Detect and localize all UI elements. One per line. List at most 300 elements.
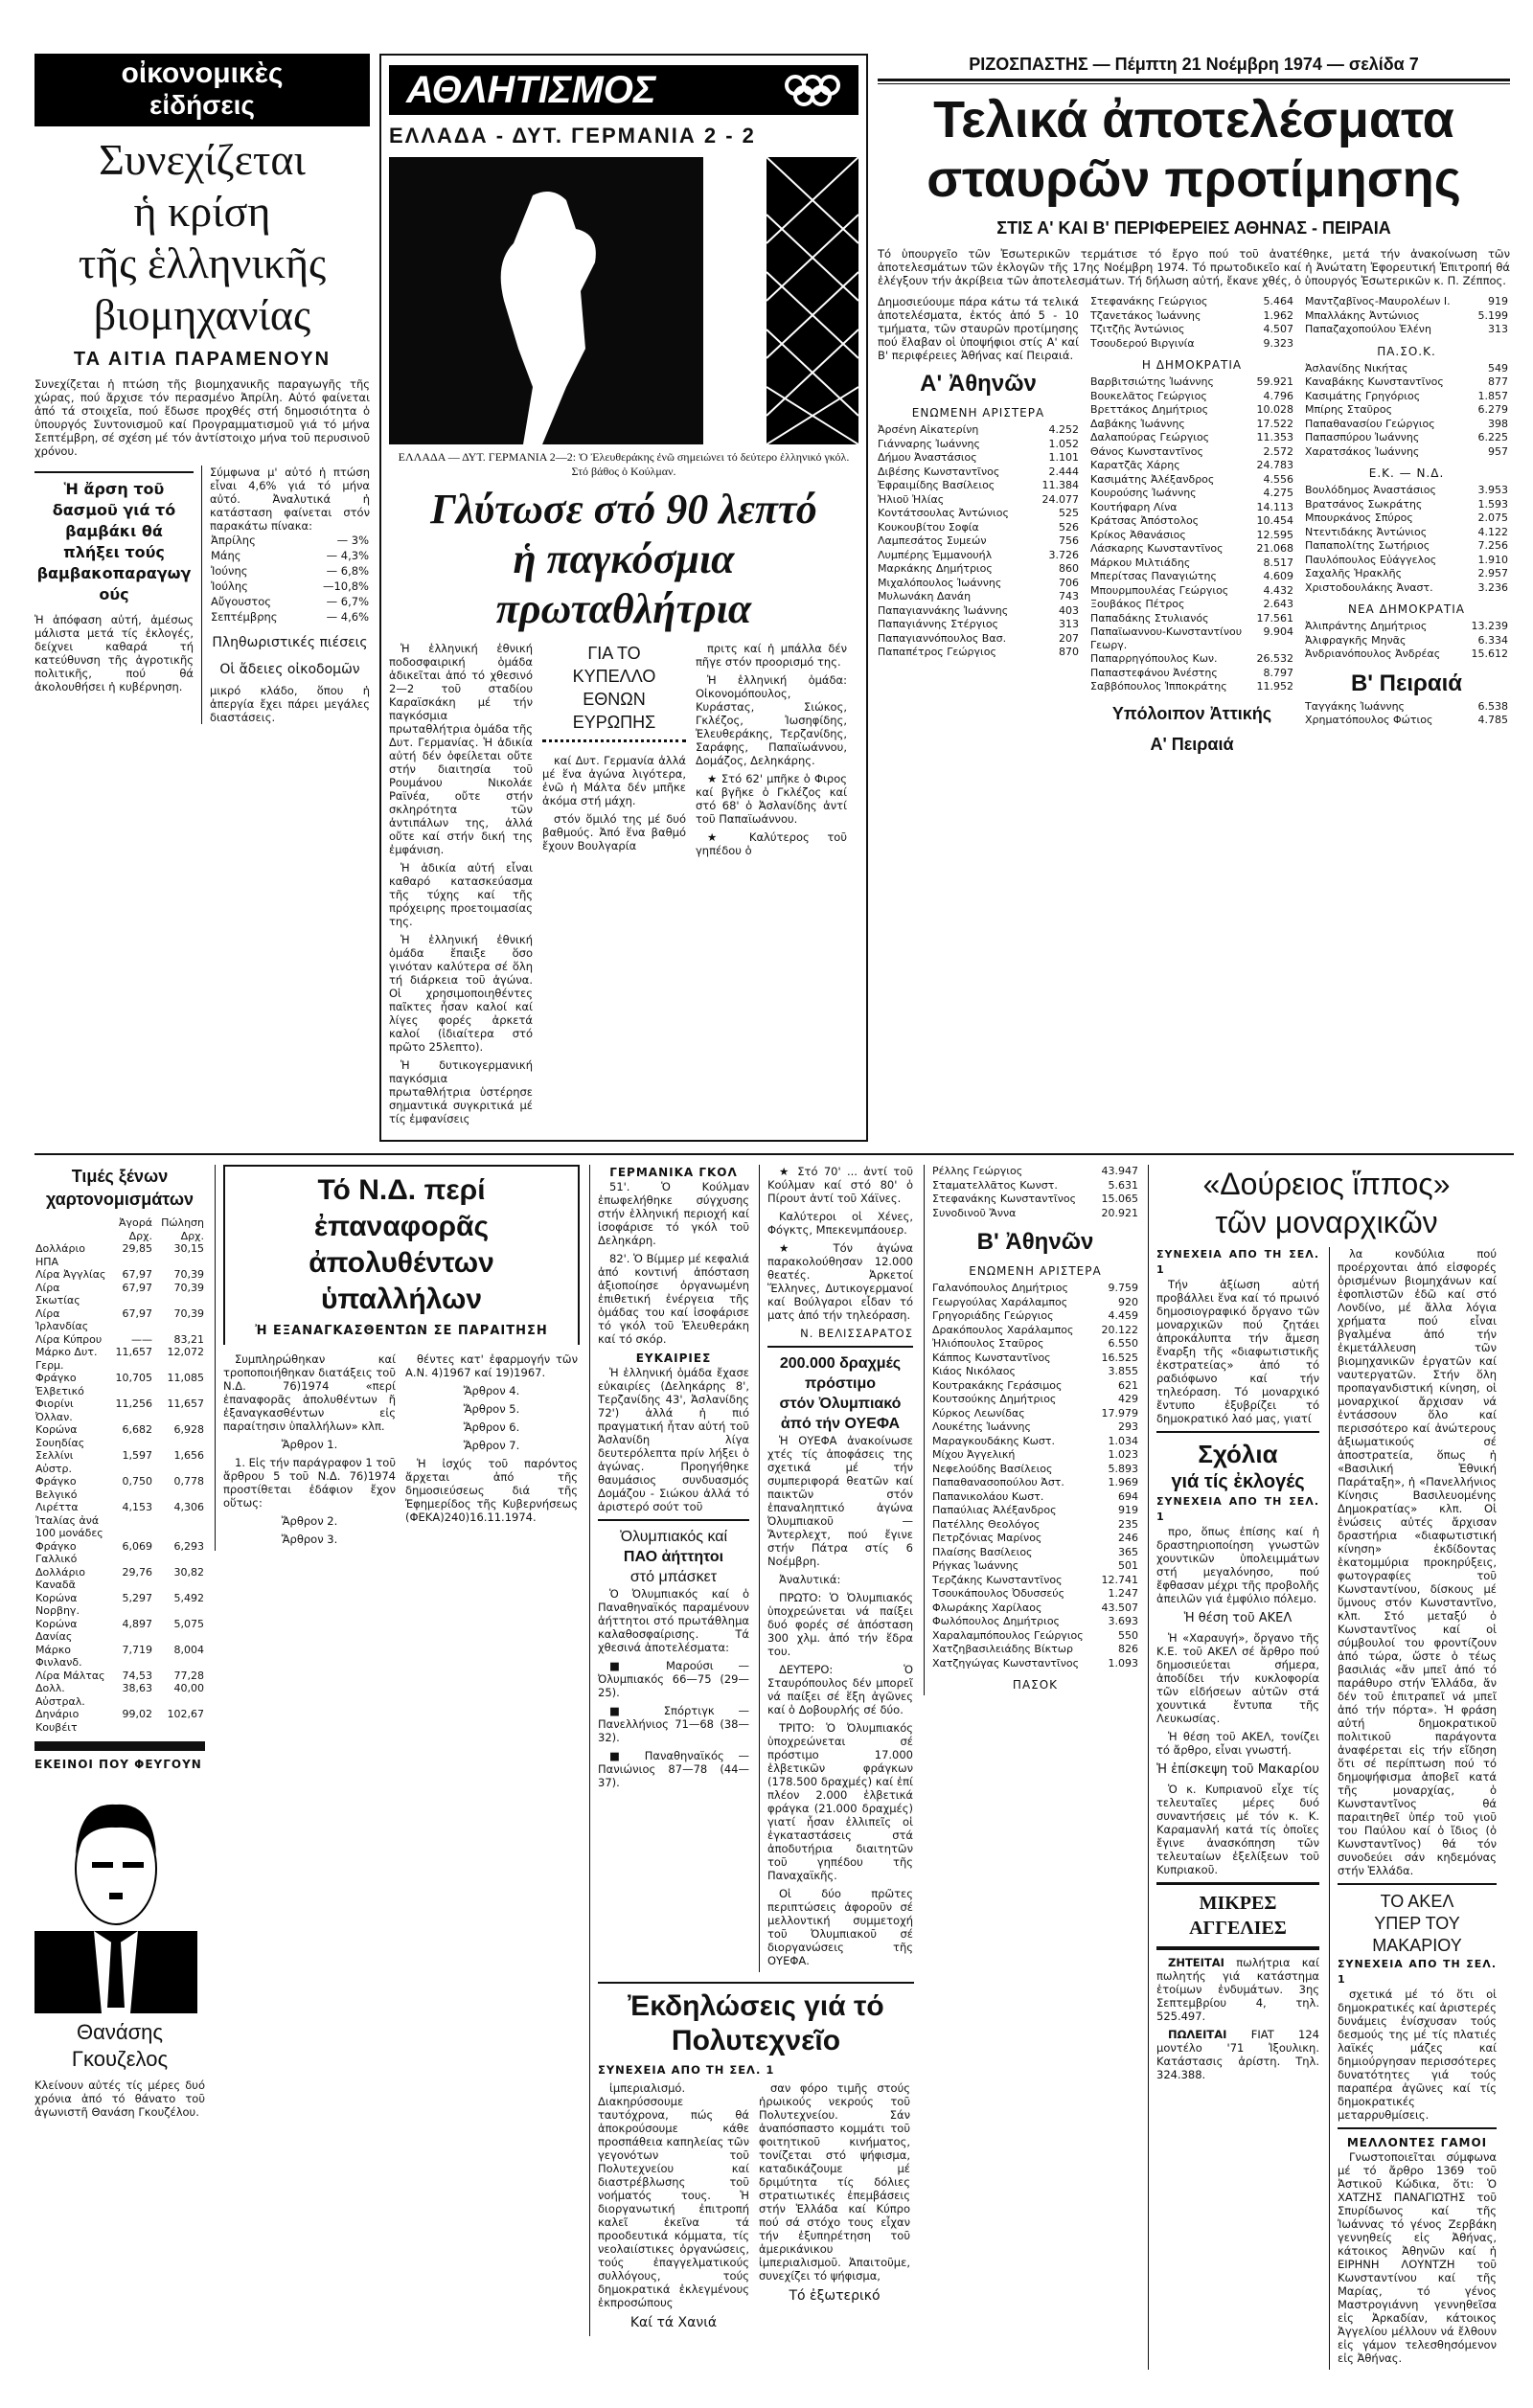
sports-headline-line: πρωταθλήτρια	[495, 585, 752, 632]
candidate-votes: 17.979	[1101, 1406, 1138, 1420]
goal-net-image	[766, 157, 858, 444]
candidate-votes: 9.759	[1108, 1282, 1138, 1294]
candidate-votes: 4.609	[1263, 570, 1293, 582]
paragraph: στόν ὅμιλό της μέ δυό βαθμούς. Ἀπό ἕνα βαθμό ἔχουν Βουλγαρία	[542, 812, 686, 852]
headline-line: Τελικά ἀποτελέσματα	[933, 91, 1454, 148]
candidate-row	[932, 1393, 1138, 1407]
candidate-name: Πλαίσης Βασίλειος	[932, 1545, 1033, 1558]
sports-score-line: ΕΛΛΑΔΑ - ΔΥΤ. ΓΕΡΜΑΝΙΑ 2 - 2	[389, 124, 756, 148]
candidate-row	[878, 632, 1079, 647]
candidate-name: Παπαγιαννάκης Ἰωάννης	[878, 603, 1009, 617]
currency-buy: 67,97	[122, 1268, 152, 1281]
candidate-row	[1090, 514, 1293, 529]
candidate-row	[1090, 295, 1293, 309]
currency-sell: 8,004	[173, 1643, 204, 1656]
monarchists-column-2	[1329, 1247, 1497, 2370]
candidate-votes: 860	[1059, 562, 1079, 575]
paragraph: ■ Παναθηναϊκός — Πανιώνιος 87—78 (44—37).	[598, 1749, 749, 1789]
currency-obituary-column	[34, 1165, 205, 2119]
paragraph: ἰμπεριαλισμό. Διακηρύσσουμε ταυτόχρονα, πώς θά ἀποκρούσουμε κάθε προσπάθεια καπηλείας τῶν γεγονότων τοῦ Πολυτεχνείου καί διαστρέβλωσης τοῦ νοήματός τους. Ἡ διοργανωτική ἐπιτροπή καλεῖ ἐκεῖνα τά προοδευτικά κόμματα, τίς νεολαιίστικες ὀργανώσεις, τούς ἐπαγγελματικούς συλλόγους, τούς δημοκρατικά ἐκλεγμένους ἐκπροσώπους	[598, 2081, 749, 2309]
candidate-name: Μαραγκουδάκης Κωστ.	[932, 1434, 1055, 1447]
headline-line: πρόστιμο	[804, 1375, 876, 1392]
candidate-votes: 2.957	[1477, 567, 1508, 579]
candidate-name: Ἠλιόπουλος Σταῦρος	[932, 1337, 1044, 1350]
candidate-votes: 3.953	[1477, 484, 1508, 496]
candidate-votes: 403	[1059, 603, 1079, 617]
candidate-row	[878, 423, 1079, 438]
candidate-row	[932, 1643, 1138, 1657]
decline-text: Σύμφωνα μ' αὐτό ἡ πτώση εἶναι 4,6% γιά τό μήνα αὐτό. Ἀναλυτικά ἡ κατάσταση φαίνεται στόν παρακάτω πίνακα:	[210, 466, 370, 533]
cup-box-line: ΚΥΠΕΛΛΟ	[572, 667, 656, 686]
candidate-votes: 6.550	[1108, 1337, 1138, 1350]
article-heading: Ἄρθρον 6.	[463, 1420, 520, 1434]
candidate-votes: 20.122	[1101, 1323, 1138, 1336]
currency-name: Δηνάριο Κουβέιτ	[35, 1708, 80, 1734]
candidate-name: Παπαρρηγόπουλος Κων.	[1090, 652, 1218, 665]
candidate-votes: 1.093	[1108, 1656, 1138, 1670]
headline-line: ΠΑΟ ἀήττητοι	[623, 1549, 724, 1565]
candidate-votes: 756	[1059, 534, 1079, 547]
right-lower-section	[1148, 1165, 1497, 2370]
currency-buy: 67,97	[122, 1306, 152, 1320]
candidate-row	[878, 466, 1079, 480]
candidate-name: Παυλόπουλος Εὐάγγελος	[1305, 553, 1437, 566]
currency-buy: ——	[130, 1332, 152, 1346]
headline-line: «Δούρειος ἵππος»	[1202, 1167, 1451, 1201]
candidate-votes: 207	[1059, 631, 1079, 645]
candidate-votes: 3.236	[1477, 580, 1508, 594]
paragraph: προ, ὅπως ἐπίσης καί ἡ δραστηριοποίηση γνωστῶν χουντικῶν ὑπολειμμάτων στή μεγαλόνησο, πού ἔφθασαν μέχρι τῆς προβολῆς ἀπειλῶν γιά ἐμφύλιο πόλεμο.	[1156, 1525, 1319, 1605]
currency-title	[34, 1165, 205, 1211]
elections-headline	[878, 90, 1510, 209]
candidate-name: Γιάνναρης Ἰωάννης	[878, 437, 980, 450]
currency-buy: 29,76	[122, 1565, 152, 1579]
candidate-name: Παπαστεφάνου Ἀνέστης	[1090, 666, 1218, 679]
nd-subheadline: Ἠ ΕΞΑΝΑΓΚΑΣΘΕΝΤΩΝ ΣΕ ΠΑΡΑΙΤΗΣΗ	[255, 1324, 548, 1338]
candidate-row	[932, 1379, 1138, 1394]
candidate-name: Μαντζαβῖνος-Μαυρολέων Ι.	[1305, 295, 1451, 307]
candidate-row	[932, 1490, 1138, 1505]
candidate-row	[1090, 431, 1293, 445]
candidate-row	[932, 1559, 1138, 1574]
currency-buy: 7,719	[122, 1643, 152, 1656]
sports-section-box	[379, 54, 868, 1142]
candidate-votes: 365	[1118, 1545, 1138, 1558]
candidate-row	[1090, 612, 1293, 626]
candidate-votes: 246	[1118, 1532, 1138, 1544]
paragraph: θέντες κατ' ἐφαρμογήν τῶν Α.Ν. 4)1967 καί 19)1967.	[405, 1352, 578, 1379]
candidate-row	[878, 604, 1079, 619]
candidate-name: Χαρατσάκος Ἰωάννης	[1305, 444, 1420, 458]
currency-row	[34, 1618, 205, 1644]
candidate-row	[1090, 667, 1293, 681]
currency-buy: 74,53	[122, 1669, 152, 1682]
candidate-votes: 5.199	[1477, 308, 1508, 322]
candidate-row	[878, 438, 1079, 452]
currency-sell: 11,657	[167, 1397, 204, 1410]
economy-headline-line: Συνεχίζεται	[99, 135, 306, 184]
currency-row	[34, 1307, 205, 1333]
candidate-votes: 4.459	[1108, 1309, 1138, 1322]
candidate-name: Μίχου Ἀγγελική	[932, 1448, 1016, 1461]
currency-name: Φιορίνι Ὀλλαν.	[35, 1397, 74, 1423]
polytechnic-subhead: Τό ἐξωτερικό	[789, 2288, 881, 2304]
paragraph: Ἀναλυτικά:	[779, 1573, 841, 1586]
paragraph: ★ Καλύτερος τοῦ γηπέδου ὁ	[696, 830, 847, 857]
currency-table	[34, 1216, 205, 1734]
candidate-name: Καναβάκης Κωνσταντῖνος	[1305, 375, 1444, 388]
candidate-name: Βουλόδημος Ἀναστάσιος	[1305, 484, 1436, 496]
candidate-votes: 24.077	[1041, 492, 1079, 506]
candidate-name: Γαλανόπουλος Δημήτριος	[932, 1282, 1068, 1294]
currency-sell: 11,085	[167, 1372, 204, 1384]
candidate-row	[932, 1587, 1138, 1602]
candidate-votes: 235	[1118, 1517, 1138, 1531]
candidate-row	[932, 1532, 1138, 1546]
economy-headline-line: βιομηχανίας	[93, 290, 311, 339]
candidate-row	[878, 493, 1079, 508]
paragraph: ΠΡΩΤΟ: Ὁ Ὀλυμπιακός ὑποχρεώνεται νά παίξει δυό φορές σέ ἀπόσταση 300 χλμ. ἀπό τήν ἕδρα του.	[767, 1591, 913, 1658]
candidate-row	[932, 1352, 1138, 1366]
subhead-inflation: Πληθωριστικές πιέσεις	[212, 635, 368, 650]
headline-line: τῶν μοναρχικῶν	[1215, 1205, 1438, 1239]
candidate-votes: 1.034	[1108, 1434, 1138, 1447]
goal-net-photo	[766, 157, 858, 444]
candidate-name: Κουτρακάκης Γεράσιμος	[932, 1378, 1063, 1392]
currency-name: Δολλάριο Καναδᾶ	[35, 1565, 85, 1591]
candidate-name: Δήμου Ἀναστάσιος	[878, 451, 977, 464]
region-heading: Β' Πειραιά	[1350, 670, 1463, 696]
candidate-votes: 706	[1059, 576, 1079, 589]
party-heading: ΠΑ.ΣΟ.Κ.	[1377, 344, 1436, 358]
candidate-row	[1090, 584, 1293, 599]
candidate-row	[878, 646, 1079, 660]
currency-buy: 99,02	[122, 1708, 152, 1720]
decline-value: — 6,7%	[326, 595, 369, 608]
table-row	[210, 563, 370, 579]
candidate-row	[1090, 473, 1293, 488]
currency-row	[34, 1372, 205, 1397]
candidate-name: Παπαγιαννόπουλος Βασ.	[878, 631, 1007, 645]
paragraph: ■ Μαρούσι — Ὀλυμπιακός 66—75 (29—25).	[598, 1659, 749, 1699]
candidate-row	[1305, 554, 1508, 568]
candidate-row	[1305, 484, 1508, 498]
currency-sell: 83,21	[173, 1332, 204, 1346]
candidate-votes: 1.962	[1263, 308, 1293, 322]
candidate-row	[1090, 445, 1293, 460]
headline-line: στό μπάσκετ	[629, 1569, 718, 1585]
candidate-votes: 1.593	[1477, 497, 1508, 511]
candidate-name: Σαββόπουλος Ἱπποκράτης	[1090, 680, 1227, 693]
candidate-name: Ἀσλανίδης Νικήτας	[1305, 361, 1408, 375]
candidate-row	[878, 618, 1079, 632]
candidate-row	[932, 1207, 1138, 1221]
currency-row	[34, 1501, 205, 1540]
region-heading: Υπόλοιπον Ἀττικής	[1111, 703, 1272, 723]
ad-text: πωλήτρια καί πωλητής γιά κατάστημα ἑτοίμων ἐνδυμάτων. 3ης Σεπτεμβρίου 4, τηλ. 525.497.	[1156, 1956, 1319, 2023]
decline-table	[210, 533, 370, 625]
candidate-row	[1305, 620, 1508, 634]
candidate-name: Κουκουβίτου Σοφία	[878, 520, 979, 534]
nd-article	[215, 1165, 580, 1551]
currency-name: Φράγκο Γαλλικό	[35, 1539, 78, 1565]
candidate-name: Χατζηγώγας Κωνσταντῖνος	[932, 1656, 1080, 1670]
candidate-row	[1305, 295, 1508, 309]
sports-continuation-columns	[598, 1165, 914, 1972]
polytechnic-continued: ΣΥΝΕΧΕΙΑ ΑΠΟ ΤΗ ΣΕΛ. 1	[598, 2063, 775, 2077]
candidate-votes: 17.522	[1256, 417, 1293, 430]
currency-sell: 0,778	[173, 1475, 204, 1488]
sports-banner	[389, 65, 858, 115]
currency-row	[34, 1268, 205, 1282]
candidate-votes: 398	[1488, 417, 1508, 430]
candidate-name: Βαρβιτσιώτης Ἰωάννης	[1090, 375, 1214, 388]
currency-buy: 38,63	[122, 1682, 152, 1694]
economy-banner-line-2: εἰδήσεις	[149, 90, 255, 120]
candidate-row	[932, 1420, 1138, 1435]
candidate-name: Λαμπεσάτος Συμεών	[878, 534, 987, 547]
candidate-name: Σταματελλᾶτος Κωνστ.	[932, 1178, 1058, 1192]
headline-line: σταυρῶν προτίμησης	[927, 150, 1461, 208]
paragraph: Ἡ ἰσχύς τοῦ παρόντος ἄρχεται ἀπό τῆς δημοσιεύσεως διά τῆς Ἐφημερίδος τῆς Κυβερνήσεως (ΦΕΚΑ)240)16.11.1974.	[405, 1457, 578, 1524]
candidate-row	[932, 1615, 1138, 1629]
candidate-name: Τζιτζῆς Ἀντώνιος	[1090, 323, 1185, 335]
candidate-row	[1305, 403, 1508, 418]
candidate-row	[878, 534, 1079, 549]
currency-buy: 0,750	[122, 1475, 152, 1488]
candidate-name: Κρίκος Ἀθανάσιος	[1090, 528, 1186, 541]
candidate-votes: 17.561	[1256, 611, 1293, 625]
currency-name: Λίρα Ἀγγλίας	[35, 1268, 106, 1281]
candidate-row	[878, 549, 1079, 563]
paragraph: Ἡ ἀδικία αὐτή εἶναι καθαρό κατασκεύασμα τῆς τύχης καί τῆς πρόχειρης προετοιμασίας της.	[389, 861, 533, 928]
candidate-row	[878, 507, 1079, 521]
candidate-row	[932, 1546, 1138, 1560]
paragraph: Ἡ «Χαραυγή», ὄργανο τῆς Κ.Ε. τοῦ ΑΚΕΛ σέ ἄρθρο πού δημοσιεύεται σήμερα, ἀποδίδει τήν κυκλοφορία τῶν εἰδήσεων αὐτῶν στά χουντικά ἔντυπα τῆς Λευκωσίας.	[1156, 1631, 1319, 1725]
candidate-name: Λυμπέρης Ἐμμανουήλ	[878, 548, 993, 561]
candidate-name: Χρηματόπουλος Φώτιος	[1305, 714, 1433, 726]
cotton-headline: Ἡ ἄρση τοῦ δασμοῦ γιά τό βαμβάκι θά πλήξει τούς βαμβακοπαραγωγούς	[36, 480, 192, 603]
candidate-row	[1305, 581, 1508, 596]
headline-line: ΤΟ ΑΚΕΛ	[1380, 1892, 1454, 1911]
cotton-column	[34, 466, 194, 693]
currency-buy: 29,85	[122, 1242, 152, 1255]
olympic-rings-icon	[784, 73, 841, 107]
elections-section	[878, 54, 1510, 758]
monarchists-continued: ΣΥΝΕΧΕΙΑ ΑΠΟ ΤΗ ΣΕΛ. 1	[1156, 1248, 1319, 1276]
nd-headline-box	[223, 1165, 580, 1345]
candidate-name: Μπερίτσας Παναγιώτης	[1090, 570, 1217, 582]
paragraph: Ὁ Ὀλυμπιακός καί ὁ Παναθηναϊκός παραμένουν ἀήττητοι στό πρωτάθλημα καλαθοσφαίρισης. Τά χθεσινά ἀποτελέσματα:	[598, 1587, 749, 1654]
paragraph: Ἡ ἑλληνική ἐθνική ποδοσφαιρική ὁμάδα ἀδικεῖται ἀπό τό χθεσινό 2—2 τοῦ σταδίου Καραϊσκάκη μέ τήν παγκόσμια πρωταθλήτρια ὁμάδα τῆς Δυτ. Γερμανίας. Ἡ ἀδικία αὐτή δέν ὀφείλεται οὔτε στήν διαιτησία τοῦ Ρουμάνου Νικολάε Ραϊνέα, οὔτε στήν σκληρότητα τῶν ἀντιπάλων της, ἀλλά οὔτε καί στήν δική της ἐμφάνιση.	[389, 642, 534, 856]
party-heading: Ε.Κ. — Ν.Δ.	[1368, 466, 1445, 480]
decline-month: Ἰούνης	[211, 564, 248, 578]
table-row	[210, 548, 370, 563]
candidate-votes: 826	[1118, 1643, 1138, 1655]
candidate-name: Χατζηβασιλειάδης Βίκτωρ	[932, 1643, 1073, 1655]
candidate-votes: 4.796	[1263, 389, 1293, 402]
obituary-text: Κλείνουν αὐτές τίς μέρες δυό χρόνια ἀπό τό θάνατο τοῦ ἀγωνιστῆ Θανάση Γκουζέλου.	[34, 2079, 205, 2119]
candidate-name: Πετρζόνιας Μαρίνος	[932, 1532, 1042, 1544]
candidate-votes: 5.464	[1263, 295, 1293, 307]
currency-sell: 4,306	[173, 1501, 204, 1513]
candidate-row	[878, 562, 1079, 577]
party-heading: ΕΝΩΜΕΝΗ ΑΡΙΣΤΕΡΑ	[911, 406, 1045, 420]
candidate-row	[1305, 539, 1508, 554]
sports-text-columns	[389, 642, 858, 1130]
top-band	[34, 54, 1514, 1142]
candidate-votes: 12.595	[1256, 528, 1293, 541]
candidate-row	[1090, 529, 1293, 543]
candidate-votes: 526	[1059, 520, 1079, 534]
basketball-headline	[598, 1527, 749, 1587]
akel-continued: ΣΥΝΕΧΕΙΑ ΑΠΟ ΤΗ ΣΕΛ. 1	[1338, 1958, 1497, 1986]
polytechnic-headline: Ἐκδηλώσεις γιά τό Πολυτεχνεῖο	[628, 1990, 884, 2056]
candidate-votes: 525	[1059, 507, 1079, 519]
candidate-table	[932, 1165, 1138, 1220]
candidate-name: Ταγγάκης Ἰωάννης	[1305, 699, 1406, 713]
candidate-name: Δαλαπούρας Γεώργιος	[1090, 431, 1210, 443]
candidate-votes: 1.910	[1477, 553, 1508, 566]
candidate-name: Ἀλιπράντης Δημήτριος	[1305, 620, 1428, 632]
monarchists-column-1	[1156, 1247, 1319, 2086]
article-heading: Ἄρθρον 2.	[281, 1514, 338, 1528]
economy-section	[34, 54, 370, 724]
candidate-name: Ἀλιφραγκῆς Μηνᾶς	[1305, 633, 1407, 647]
cup-box-line: ΓΙΑ ΤΟ	[587, 644, 641, 663]
candidate-name: Χαραλαμπόπουλος Γεώργιος	[932, 1628, 1084, 1642]
cup-box-line: ΕΘΝΩΝ	[583, 690, 646, 709]
decline-month: Αὔγουστος	[211, 595, 272, 608]
candidate-votes: 313	[1488, 323, 1508, 335]
candidate-row	[932, 1448, 1138, 1463]
candidate-row	[1305, 567, 1508, 581]
candidate-votes: 501	[1118, 1559, 1138, 1572]
candidate-votes: 694	[1118, 1489, 1138, 1503]
candidate-name: Κουτήφαρη Λίνα	[1090, 500, 1178, 513]
candidate-votes: 8.797	[1263, 666, 1293, 679]
currency-sell: 6,928	[173, 1423, 204, 1436]
candidate-name: Καρατζᾶς Χάρης	[1090, 459, 1180, 471]
candidate-name: Μιχαλόπουλος Ἰωάννης	[878, 576, 1002, 589]
currency-buy: 6,682	[122, 1423, 152, 1436]
candidate-votes: 10.454	[1256, 514, 1293, 527]
sports-column-3	[696, 642, 847, 862]
comments-subhead: Ἡ θέση τοῦ ΑΚΕΛ	[1183, 1611, 1293, 1625]
candidate-votes: 4.275	[1263, 487, 1293, 499]
candidate-table	[1305, 484, 1508, 595]
uefa-fine-headline	[767, 1353, 913, 1434]
economy-kicker: ΤΑ ΑΙΤΙΑ ΠΑΡΑΜΕΝΟΥΝ	[73, 349, 332, 370]
candidate-votes: 10.028	[1256, 403, 1293, 416]
region-heading: Α' Ἀθηνῶν	[920, 371, 1037, 397]
currency-name: Φράγκο Ἑλβετικό	[35, 1372, 84, 1397]
obituary-name	[34, 2019, 205, 2073]
candidate-votes: 9.323	[1263, 336, 1293, 350]
paragraph: Συμπληρώθηκαν καί τροποποιήθηκαν διατάξεις τοῦ Ν.Δ. 76)1974 «περί ἐπαναφορᾶς ἀπολυθέντων ἤ ἐξαναγκασθέντων εἰς παραίτησιν ὑπαλλήλων» κλπ.	[223, 1352, 396, 1433]
candidate-row	[1090, 652, 1293, 667]
candidate-votes: 11.353	[1256, 431, 1293, 443]
obituary-photo	[34, 1778, 197, 2013]
polytechnic-column-1	[598, 2081, 749, 2336]
sports-column-2	[542, 642, 686, 857]
obituary-name-line: Γκουζελος	[71, 2047, 169, 2071]
candidate-row	[1305, 309, 1508, 324]
match-photo	[389, 157, 703, 444]
economy-headline	[34, 134, 370, 341]
ad-lead: ΖΗΤΕΙΤΑΙ	[1168, 1956, 1224, 1969]
candidate-row	[1305, 418, 1508, 432]
candidate-votes: 26.532	[1256, 652, 1293, 665]
candidate-row	[1090, 375, 1293, 390]
paragraph: ΤΡΙΤΟ: Ὁ Ὀλυμπιακός ὑποχρεώνεται σέ πρόστιμο 17.000 ἑλβετικῶν φράγκων (178.500 δραχμές) καί ἐπί πλέον 2.000 ἑλβετικά φράγκα (21.000 δραχμές) γιατί ἦσαν ἐλλιπεῖς οἱ ἐγκαταστάσεις στά ἀποδυτήρια διαιτητῶν τοῦ γηπέδου τῆς Παναχαϊκῆς.	[767, 1721, 913, 1882]
currency-name: Λίρα Σκωτίας	[35, 1281, 80, 1306]
currency-name: Κορώνα Δανίας	[35, 1617, 78, 1643]
paragraph: Καλύτεροι οἱ Χένες, Φόγκτς, Μπεκενμπάουερ.	[767, 1210, 913, 1237]
currency-row	[34, 1423, 205, 1449]
candidate-row	[932, 1165, 1138, 1179]
match-photo-caption: ΕΛΛΑΔΑ — ΔΥΤ. ΓΕΡΜΑΝΙΑ 2—2: Ὁ Ἐλευθεράκης ἐνῶ σημειώνει τό δεύτερο ἑλληνικό γκόλ. Στό βάθος ὁ Κούλμαν.	[398, 450, 850, 478]
candidate-votes: 743	[1059, 590, 1079, 602]
currency-name: Λίρα Κύπρου	[35, 1332, 103, 1346]
currency-sell: 30,15	[173, 1242, 204, 1255]
candidate-votes: 11.952	[1256, 680, 1293, 693]
candidate-row	[932, 1365, 1138, 1379]
currency-name: Λίρα Ἰρλανδίας	[35, 1306, 89, 1332]
paragraph: Ὁ κ. Κυπριανοῦ εἶχε τίς τελευταῖες μέρες δυό συναντήσεις μέ τόν κ. Κ. Καραμανλή κατά τίς ὁποῖες ἔγινε ἀνασκόπηση τῶν τελευταίων ἐξελίξεων τοῦ Κυπριακοῦ.	[1156, 1783, 1319, 1876]
candidate-name: Κράτσας Ἀπόστολος	[1090, 514, 1200, 527]
currency-row	[34, 1397, 205, 1423]
candidate-votes: 4.432	[1263, 583, 1293, 597]
candidate-name: Μάρκου Μιλτιάδης	[1090, 556, 1191, 569]
candidate-row	[932, 1407, 1138, 1421]
candidate-row	[932, 1324, 1138, 1338]
candidate-name: Βρατσάνος Σωκράτης	[1305, 497, 1423, 511]
currency-name: Λιρέττα Ἰταλίας ἀνά 100 μονάδες	[35, 1501, 103, 1539]
polytechnic-columns	[598, 2081, 914, 2336]
candidate-votes: 6.225	[1477, 431, 1508, 443]
candidate-votes: 14.113	[1256, 500, 1293, 513]
candidate-votes: 293	[1118, 1420, 1138, 1433]
candidate-votes: 313	[1059, 618, 1079, 630]
candidate-votes: 24.783	[1256, 459, 1293, 471]
candidate-row	[1305, 634, 1508, 648]
nd-column-1	[223, 1352, 396, 1551]
candidate-row	[1090, 309, 1293, 324]
candidate-name: Τερζάκης Κωνσταντῖνος	[932, 1573, 1063, 1586]
candidate-row	[932, 1435, 1138, 1449]
polytechnic-column-2	[759, 2081, 910, 2309]
candidate-votes: 1.101	[1048, 451, 1079, 464]
candidate-votes: 549	[1488, 361, 1508, 375]
candidate-name: Σαχαλῆς Ἡρακλῆς	[1305, 567, 1403, 579]
candidate-name: Θάνος Κωνσταντῖνος	[1090, 444, 1203, 458]
sports-photo-row	[389, 157, 858, 444]
candidate-votes: 2.075	[1477, 511, 1508, 524]
elections-column-3	[1305, 295, 1508, 728]
classified-ad	[1156, 2028, 1319, 2081]
candidate-table	[1090, 375, 1293, 694]
cup-box	[542, 642, 686, 746]
candidate-votes: 4.507	[1263, 323, 1293, 335]
candidate-name: Παπαζαχοπούλου Ἑλένη	[1305, 323, 1431, 335]
currency-row	[34, 1333, 205, 1347]
currency-sell: 77,28	[173, 1669, 204, 1682]
currency-sell-header: Πώληση Δρχ.	[161, 1216, 204, 1242]
candidate-row	[1090, 487, 1293, 501]
paragraph: ★ Στό 62' μπῆκε ὁ Φιρος καί βγῆκε ὁ Γκλέζος καί στό 68' ὁ Ἀσλανίδης ἀντί τοῦ Παπαϊωάννου.	[696, 772, 847, 826]
candidate-name: Φλωράκης Χαρίλαος	[932, 1601, 1042, 1614]
